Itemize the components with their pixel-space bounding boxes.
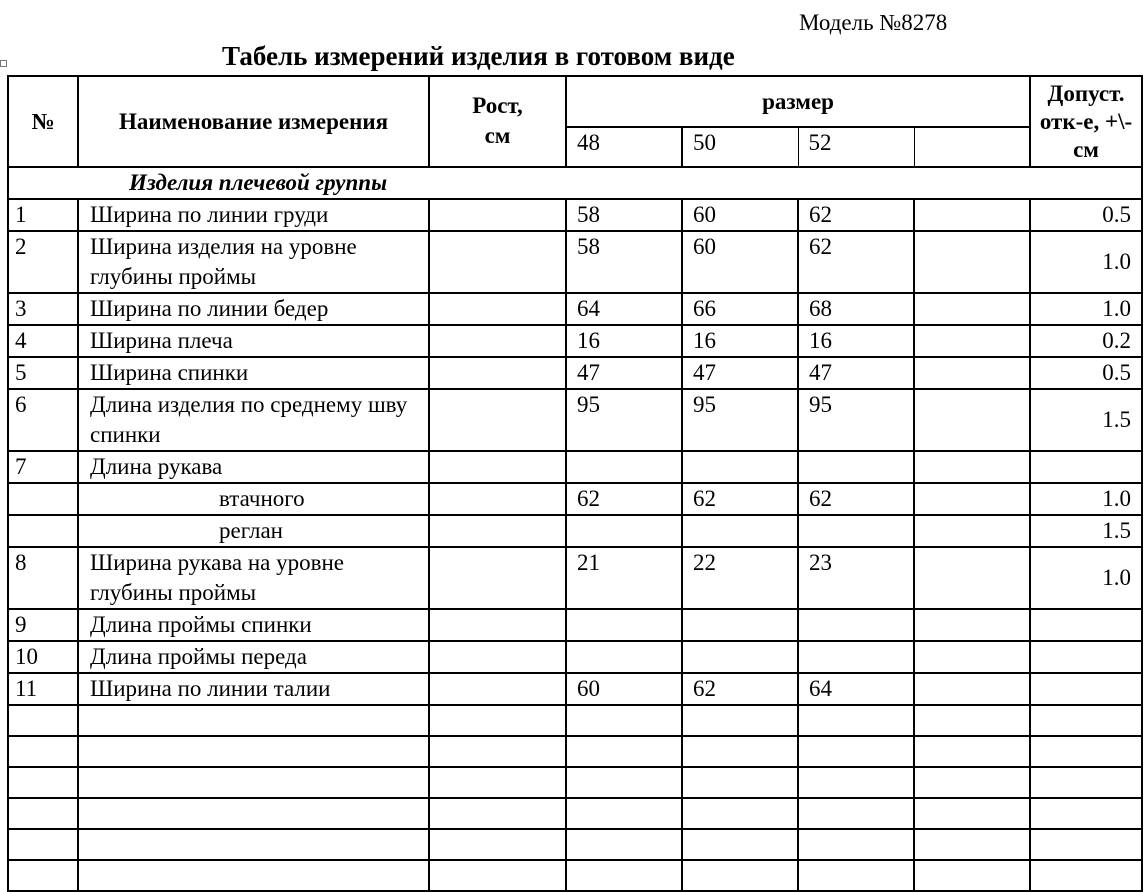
table-row [8, 547, 1142, 609]
size-48-header: 48 [566, 127, 682, 167]
row-size-50: 22 [682, 547, 798, 609]
row-rost [429, 199, 566, 231]
empty-row [8, 736, 1142, 767]
row-num: 1 [8, 199, 78, 231]
row-name: Ширина по линии груди [78, 199, 429, 231]
row-rost [429, 451, 566, 483]
empty-row [8, 798, 1142, 829]
row-name: Длина рукава [78, 451, 429, 483]
row-num: 3 [8, 293, 78, 325]
row-size-52: 62 [798, 231, 914, 293]
table-row [8, 673, 1142, 705]
row-name: Ширина по линии талии [78, 673, 429, 705]
row-rost [429, 515, 566, 547]
row-size-50 [682, 609, 798, 641]
row-name: Ширина изделия на уровне глубины проймы [78, 231, 429, 293]
row-size-50: 47 [682, 357, 798, 389]
row-size-extra [914, 609, 1030, 641]
row-rost [429, 641, 566, 673]
row-size-52: 64 [798, 673, 914, 705]
row-size-48: 16 [566, 325, 682, 357]
group-label: Изделия плечевой группы [8, 167, 1142, 199]
row-size-50: 60 [682, 199, 798, 231]
empty-row [8, 767, 1142, 798]
row-size-48: 60 [566, 673, 682, 705]
row-size-48: 47 [566, 357, 682, 389]
header-name: Наименование измерения [78, 76, 429, 167]
row-num: 6 [8, 389, 78, 451]
header-tolerance [1030, 76, 1142, 167]
row-size-48: 58 [566, 231, 682, 293]
row-num: 4 [8, 325, 78, 357]
row-size-extra [914, 325, 1030, 357]
row-name: реглан [78, 515, 429, 547]
row-tolerance: 1.0 [1030, 231, 1142, 293]
row-rost [429, 293, 566, 325]
row-tolerance [1030, 673, 1142, 705]
row-num: 5 [8, 357, 78, 389]
row-size-50 [682, 641, 798, 673]
row-num: 7 [8, 451, 78, 483]
row-size-48: 95 [566, 389, 682, 451]
page-title: Табель измерений изделия в готовом виде [222, 41, 735, 71]
row-rost [429, 389, 566, 451]
row-size-52 [798, 515, 914, 547]
row-size-48 [566, 515, 682, 547]
row-name: Ширина плеча [78, 325, 429, 357]
row-num: 9 [8, 609, 78, 641]
row-size-extra [914, 641, 1030, 673]
row-num: 2 [8, 231, 78, 293]
row-size-50: 60 [682, 231, 798, 293]
row-size-52: 62 [798, 483, 914, 515]
table-row [8, 231, 1142, 293]
table-row [8, 325, 1142, 357]
row-size-extra [914, 389, 1030, 451]
row-size-extra [914, 293, 1030, 325]
group-row [8, 167, 1142, 199]
row-tolerance: 0.5 [1030, 357, 1142, 389]
row-size-50: 16 [682, 325, 798, 357]
row-size-48: 64 [566, 293, 682, 325]
header-rost-text: Рост, см [472, 93, 523, 148]
header-num: № [8, 76, 78, 167]
row-num: 8 [8, 547, 78, 609]
table-row [8, 199, 1142, 231]
row-size-extra [914, 673, 1030, 705]
row-num [8, 483, 78, 515]
row-size-52: 16 [798, 325, 914, 357]
row-size-extra [914, 451, 1030, 483]
row-size-48: 21 [566, 547, 682, 609]
row-size-50 [682, 515, 798, 547]
row-size-extra [914, 547, 1030, 609]
row-tolerance: 1.0 [1030, 483, 1142, 515]
row-size-50: 62 [682, 673, 798, 705]
table-row [8, 389, 1142, 451]
row-size-extra [914, 483, 1030, 515]
model-number: Модель №8278 [799, 10, 948, 35]
empty-row [8, 705, 1142, 736]
row-tolerance: 1.0 [1030, 293, 1142, 325]
row-size-52 [798, 609, 914, 641]
table-row [8, 293, 1142, 325]
row-size-52: 62 [798, 199, 914, 231]
row-size-extra [914, 357, 1030, 389]
row-name: Ширина рукава на уровне глубины проймы [78, 547, 429, 609]
row-size-extra [914, 515, 1030, 547]
row-name: Длина проймы переда [78, 641, 429, 673]
row-rost [429, 357, 566, 389]
table-row [8, 357, 1142, 389]
row-name: Длина проймы спинки [78, 609, 429, 641]
header-rost [429, 76, 566, 167]
row-tolerance: 1.5 [1030, 389, 1142, 451]
header-tolerance-text: Допуст. отк-е, +\-см [1039, 80, 1133, 162]
anchor-marker-icon [0, 60, 7, 67]
row-rost [429, 609, 566, 641]
empty-row [8, 860, 1142, 891]
row-num: 11 [8, 673, 78, 705]
row-size-50: 66 [682, 293, 798, 325]
row-size-50: 95 [682, 389, 798, 451]
row-size-52: 68 [798, 293, 914, 325]
row-tolerance [1030, 451, 1142, 483]
row-tolerance: 0.5 [1030, 199, 1142, 231]
row-tolerance [1030, 641, 1142, 673]
size-50-header: 50 [682, 127, 798, 167]
row-size-48 [566, 451, 682, 483]
measurement-table [7, 75, 1143, 892]
row-size-52 [798, 451, 914, 483]
row-size-50: 62 [682, 483, 798, 515]
row-rost [429, 483, 566, 515]
row-rost [429, 231, 566, 293]
row-size-50 [682, 451, 798, 483]
row-size-52: 47 [798, 357, 914, 389]
table-row [8, 483, 1142, 515]
row-num: 10 [8, 641, 78, 673]
row-size-52: 95 [798, 389, 914, 451]
row-size-52 [798, 641, 914, 673]
row-size-extra [914, 199, 1030, 231]
header-row [8, 76, 1142, 127]
row-name: втачного [78, 483, 429, 515]
row-tolerance: 1.0 [1030, 547, 1142, 609]
row-name: Ширина по линии бедер [78, 293, 429, 325]
row-num [8, 515, 78, 547]
row-name: Ширина спинки [78, 357, 429, 389]
row-name: Длина изделия по среднему шву спинки [78, 389, 429, 451]
size-extra-header [914, 127, 1030, 167]
row-size-48: 62 [566, 483, 682, 515]
row-rost [429, 325, 566, 357]
row-tolerance [1030, 609, 1142, 641]
row-rost [429, 673, 566, 705]
size-52-header: 52 [798, 127, 914, 167]
empty-row [8, 829, 1142, 860]
row-size-extra [914, 231, 1030, 293]
table-row [8, 451, 1142, 483]
header-size-group: размер [566, 76, 1030, 127]
table-row [8, 641, 1142, 673]
table-row [8, 609, 1142, 641]
row-rost [429, 547, 566, 609]
table-row [8, 515, 1142, 547]
row-tolerance: 1.5 [1030, 515, 1142, 547]
row-size-48 [566, 641, 682, 673]
row-size-52: 23 [798, 547, 914, 609]
row-tolerance: 0.2 [1030, 325, 1142, 357]
row-size-48: 58 [566, 199, 682, 231]
row-size-48 [566, 609, 682, 641]
